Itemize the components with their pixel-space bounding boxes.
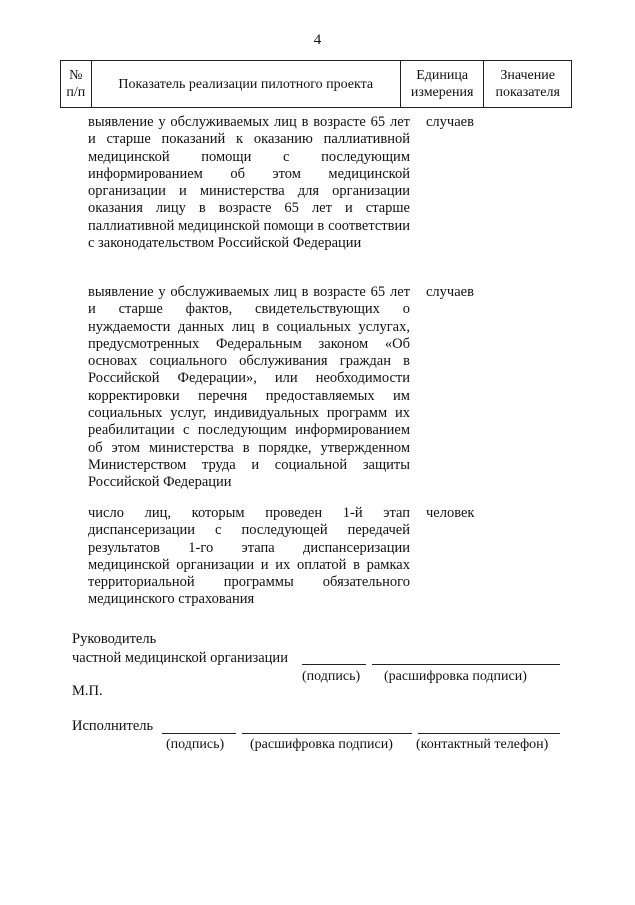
- seal-mark: М.П.: [72, 683, 103, 699]
- head-signature-caption: (подпись): [302, 669, 361, 684]
- head-title: Руководитель: [72, 631, 157, 647]
- header-value: Значение показателя: [484, 61, 572, 108]
- indicator-text: выявление у обслуживаемых лиц в возрасте 65 лет и старше показаний к оказанию паллиативной медицинской помощи с последующим информированием об этом медицинской организации и министерства для организации оказания лицу в возрасте 65 лет и старше паллиативной медицинской помощи в соответствии с законодательством Российской Федерации: [88, 114, 410, 252]
- executor-decryption-caption: (расшифровка подписи): [250, 737, 393, 752]
- executor-decryption-line: [242, 733, 412, 734]
- indicator-unit: случаев: [426, 114, 474, 130]
- indicator-unit: случаев: [426, 284, 474, 300]
- head-decryption-caption: (расшифровка подписи): [384, 669, 527, 684]
- head-signature-line: [302, 664, 366, 665]
- head-decryption-line: [372, 664, 560, 665]
- page-number: 4: [313, 32, 322, 48]
- executor-label: Исполнитель: [72, 718, 154, 734]
- indicator-row: [88, 505, 568, 609]
- head-organization: частной медицинской организации: [72, 650, 288, 666]
- executor-signature-line: [162, 733, 236, 734]
- executor-phone-line: [418, 733, 560, 734]
- indicator-text: число лиц, которым проведен 1-й этап диспансеризации с последующей передачей результатов 1-го этапа диспансеризации медицинской организации и их оплатой в рамках территориальной программы обязательного медицинского страхования: [88, 505, 410, 608]
- indicator-table-header: [60, 60, 572, 108]
- header-indicator: Показатель реализации пилотного проекта: [91, 61, 400, 108]
- executor-signature-caption: (подпись): [166, 737, 225, 752]
- header-number: № п/п: [61, 61, 92, 108]
- indicator-text: выявление у обслуживаемых лиц в возрасте 65 лет и старше фактов, свидетельствующих о нуждаемости данных лиц в социальных услугах, предусмотренных Федеральным законом «Об основах социального обслуживания граждан в Российской Федерации», или необходимости корректировки перечня предоставляемых им социальных услуг, индивидуальных программ их реабилитации с последующим информированием об этом министерства в порядке, утвержденном Министерством труда и социальной защиты Российской Федерации: [88, 284, 410, 491]
- indicator-row: [88, 114, 568, 252]
- indicator-unit: человек: [426, 505, 475, 521]
- indicator-row: [88, 284, 568, 492]
- executor-phone-caption: (контактный телефон): [416, 737, 549, 752]
- header-unit: Единица измерения: [400, 61, 483, 108]
